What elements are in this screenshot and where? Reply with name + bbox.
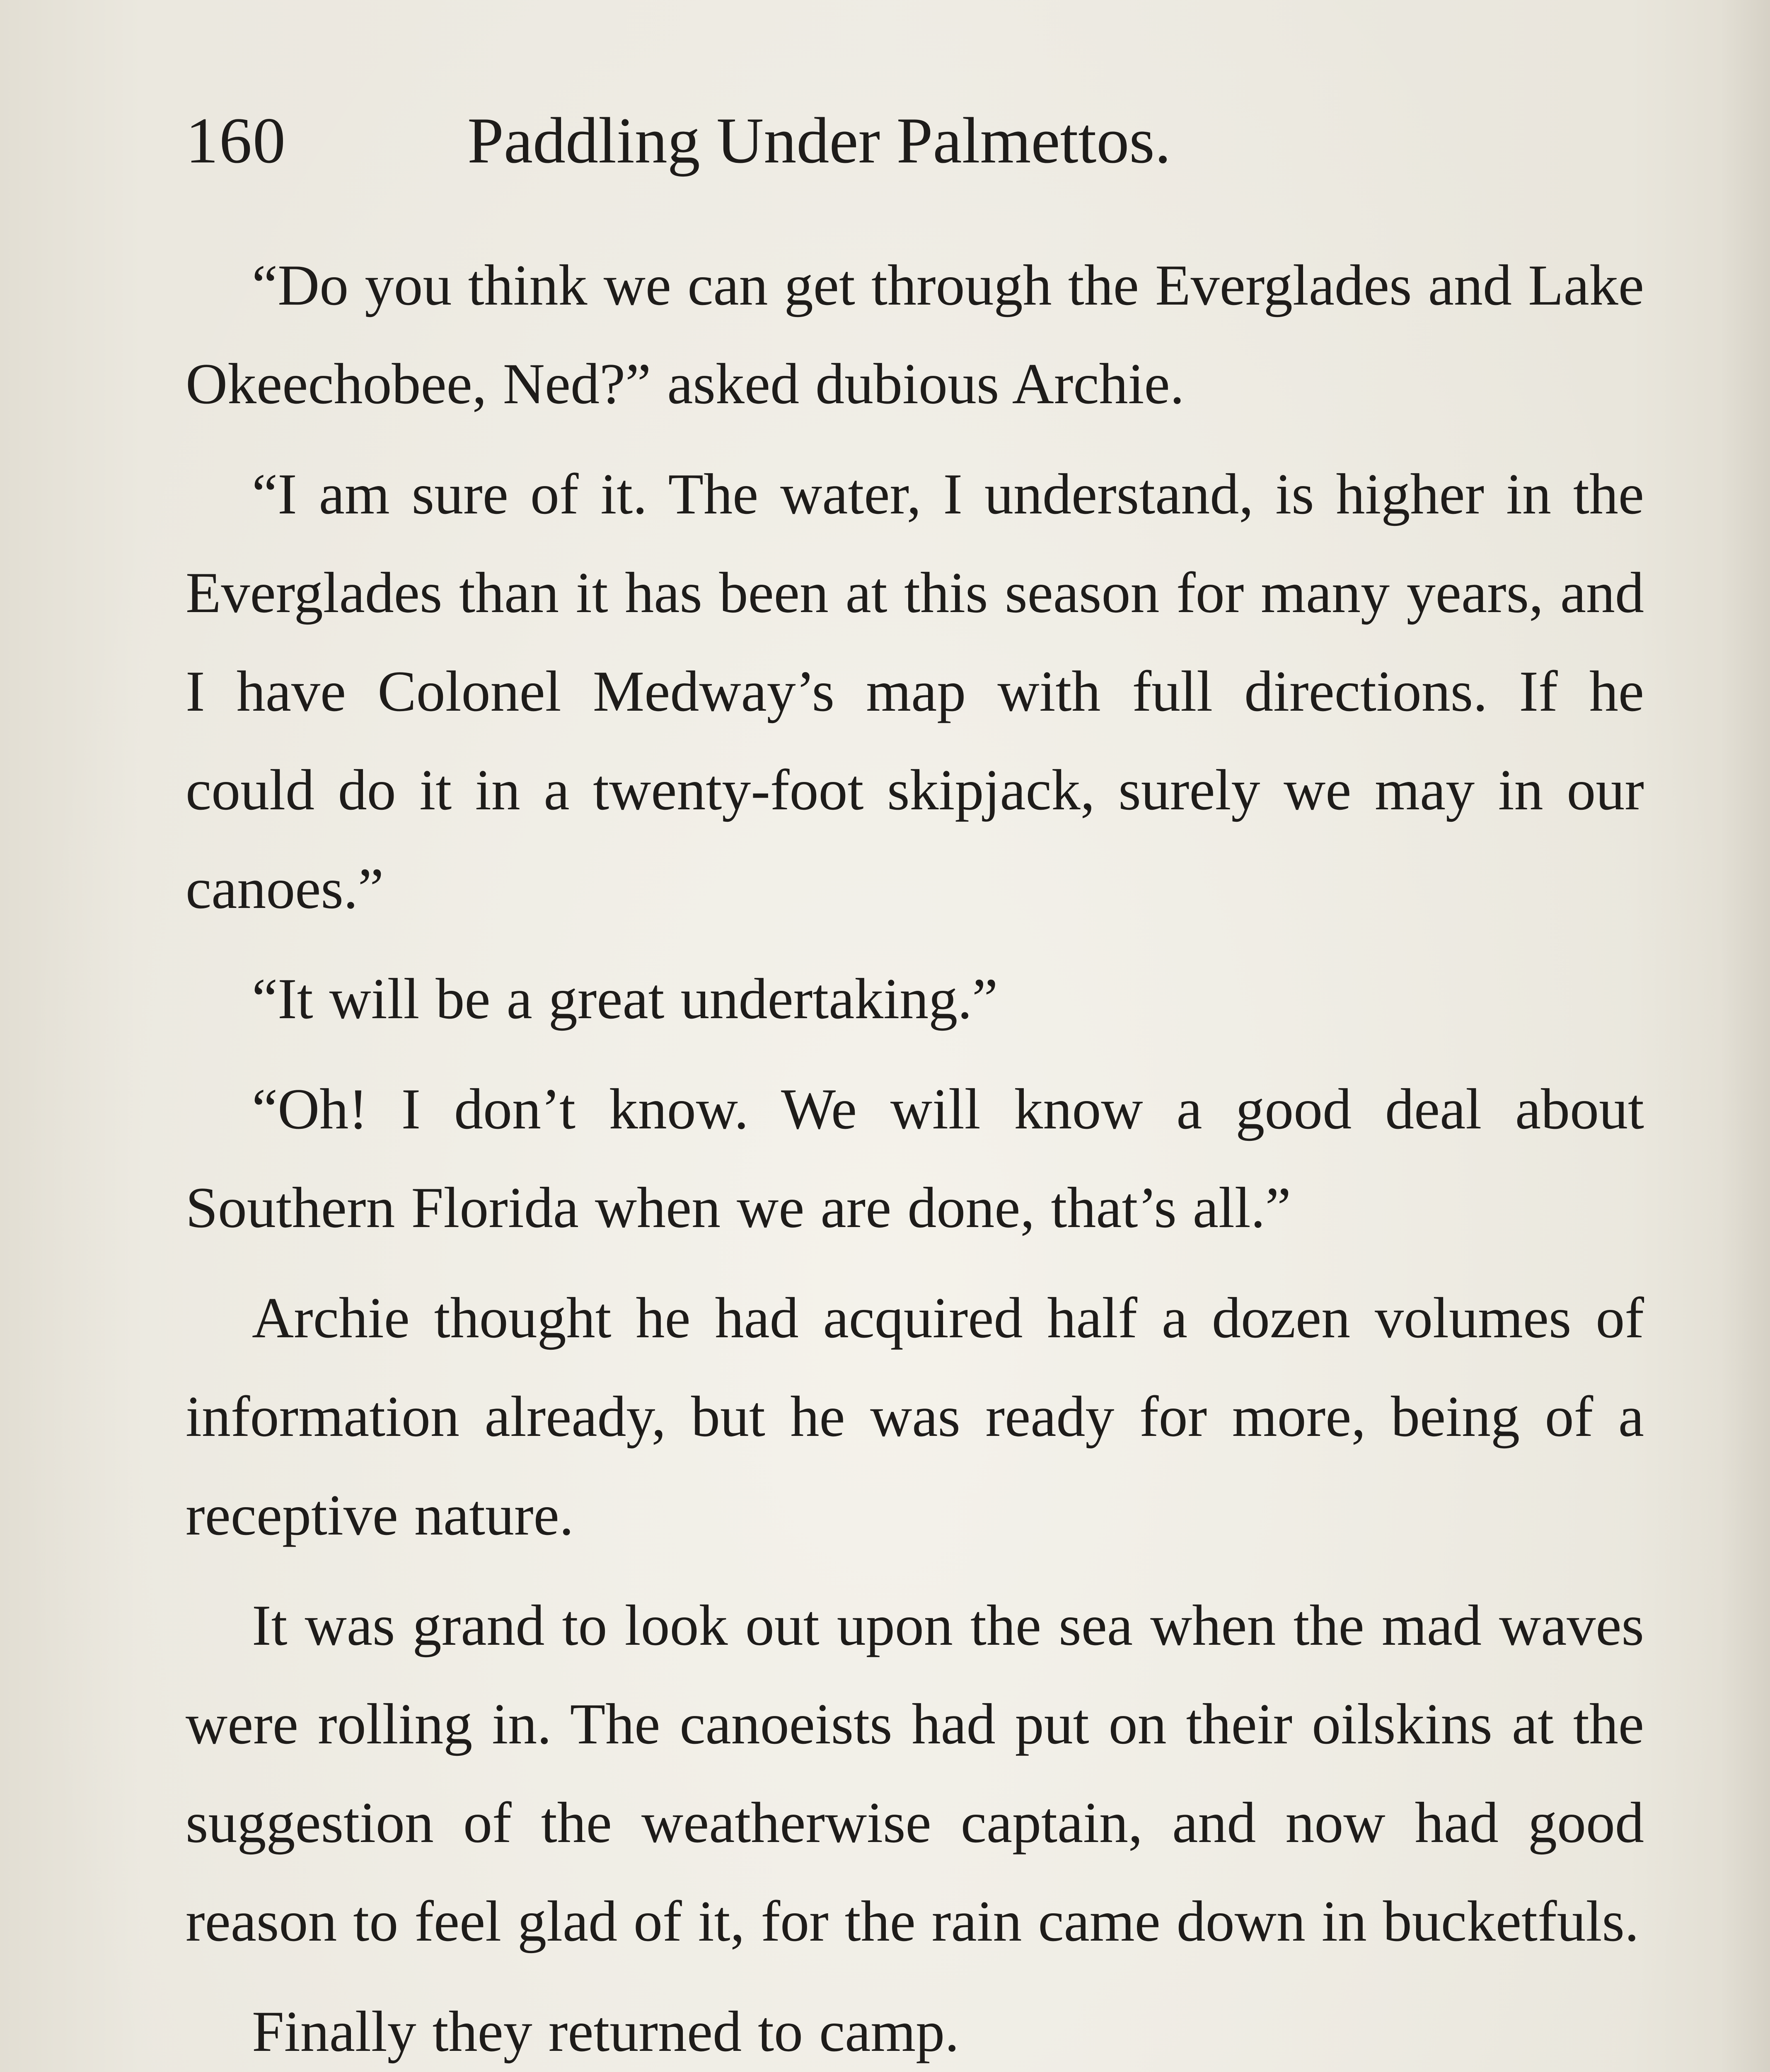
paragraph: “Do you think we can get through the Everglades and Lake Okeechobee, Ned?” asked dubious Archie. [186,253,1644,416]
paragraph: It was grand to look out upon the sea when the mad waves were rolling in. The canoeists had put on their oilskins at the suggestion of the weatherwise captain, and now had good reason to feel glad of it, for the rain came down in bucketfuls. [186,1593,1644,1953]
paragraph: “Oh! I don’t know. We will know a good deal about Southern Florida when we are done, that’s all.” [186,1077,1644,1240]
paragraph: “I am sure of it. The water, I understand, is higher in the Everglades than it has been at this season for many years, and I have Colonel Medway’s map with full directions. If he could do it in a twenty-foot skipjack, surely we may in our canoes.” [186,462,1644,921]
paragraph: Finally they returned to camp. [252,1999,960,2064]
running-title: Paddling Under Palmettos. [467,104,1171,177]
page-number: 160 [186,104,286,177]
body-text [186,236,1644,2072]
page-edge-shadow [1720,0,1770,2072]
paragraph: “It will be a great undertaking.” [252,967,998,1031]
paragraph: Archie thought he had acquired half a dozen volumes of information already, but he was ready for more, being of a receptive nature. [186,1286,1644,1547]
page-header [186,99,1644,182]
